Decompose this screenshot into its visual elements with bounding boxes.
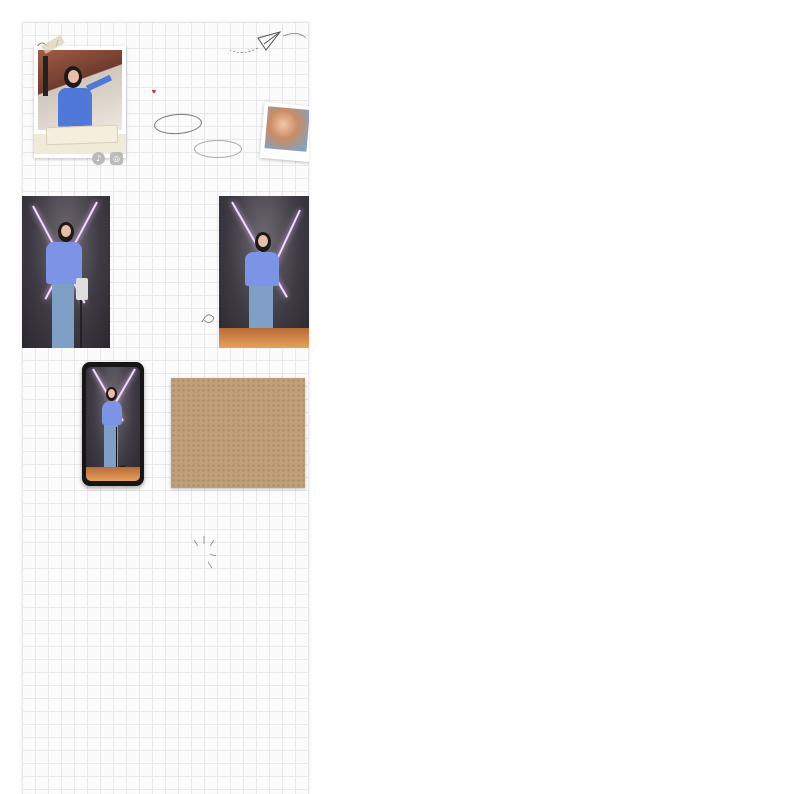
panel-title-line-1: [388, 60, 688, 112]
paid-ads-grid: [72, 594, 309, 794]
hero-photo: [38, 50, 122, 130]
about-photo-right: [219, 196, 309, 348]
brands-corkboard: [171, 378, 305, 488]
about-photo-left: [22, 196, 110, 348]
sparkle-doodle-icon: [188, 534, 222, 574]
phone-mockup: [82, 362, 144, 486]
tiktok-icon[interactable]: ♪: [92, 152, 105, 165]
site-title: [138, 68, 283, 88]
email-me-button[interactable]: [153, 112, 202, 135]
floral-photo-card: [260, 102, 309, 162]
instagram-icon[interactable]: ◎: [110, 152, 123, 165]
book-a-call-button[interactable]: [194, 140, 242, 158]
swirl-doodle-icon: [198, 308, 218, 328]
heart-icon: ♥: [152, 88, 156, 96]
paper-airplane-icon: [228, 28, 308, 60]
name-tag: [46, 125, 119, 146]
location-text: [152, 88, 156, 96]
phone-screen-photo: [86, 367, 140, 481]
website-mockup: [22, 22, 309, 794]
panel-title-line-2: [388, 108, 688, 162]
